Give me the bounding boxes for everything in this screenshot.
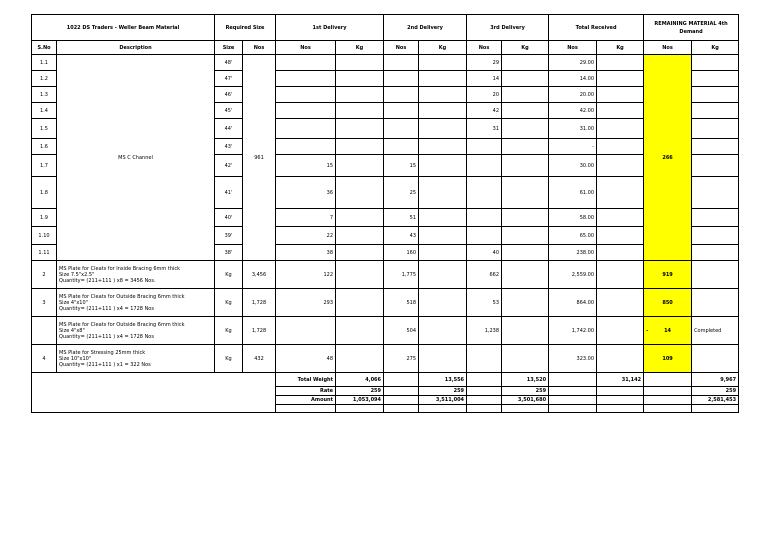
remaining-value: 850 — [662, 299, 673, 306]
required-qty-cell: 1,728 — [243, 317, 276, 345]
first-delivery-header: 1st Delivery — [276, 15, 384, 41]
total-nos-cell: 58.00 — [549, 209, 597, 227]
d3-kg-cell — [502, 55, 549, 71]
d2-kg-cell — [419, 71, 467, 87]
d1-nos-cell: 7 — [276, 209, 336, 227]
d3-kg-cell — [502, 119, 549, 139]
sno-header: S.No — [32, 41, 57, 55]
total-extra-cell — [597, 345, 644, 373]
required-qty-cell: 1,728 — [243, 289, 276, 317]
unit-cell: Kg — [215, 345, 243, 373]
d3-weight: 13,520 — [502, 373, 549, 387]
material-sheet — [31, 14, 739, 413]
description-line: Quantity= (211+111 ) x8 = 3456 Nos. — [59, 277, 156, 284]
d1-kg-cell — [336, 155, 384, 177]
total-kg-cell — [597, 119, 644, 139]
total-nos-cell: 42.00 — [549, 103, 597, 119]
remaining-kg-cell — [692, 119, 739, 139]
d1-nos-cell — [276, 71, 336, 87]
d3-extra-cell — [502, 345, 549, 373]
d2-nos-cell — [384, 103, 419, 119]
totals-row — [32, 396, 739, 405]
d2-nos-cell: 15 — [384, 155, 419, 177]
unit-cell: Kg — [215, 317, 243, 345]
d2-amount: 3,511,004 — [419, 396, 467, 405]
d1-kg-cell — [336, 55, 384, 71]
d3-spacer — [467, 396, 502, 405]
d3-rate: 259 — [502, 387, 549, 396]
d2-kg-cell — [419, 245, 467, 261]
d3-nos-cell: 20 — [467, 87, 502, 103]
blank-cell — [549, 405, 597, 413]
sno-cell: 1.10 — [32, 227, 57, 245]
total-kg-cell — [597, 55, 644, 71]
d2-kg-cell — [419, 155, 467, 177]
d2-extra-cell — [419, 317, 467, 345]
total-nos-cell: 14.00 — [549, 71, 597, 87]
d3-kg-cell: 662 — [467, 261, 502, 289]
total-spacer — [549, 373, 597, 387]
total-rate — [597, 387, 644, 396]
sno-cell: 1.2 — [32, 71, 57, 87]
total-weight: 31,142 — [597, 373, 644, 387]
d1-kg-cell — [336, 245, 384, 261]
remaining-spacer — [644, 373, 692, 387]
remaining-kg-cell — [692, 245, 739, 261]
total-extra-cell — [597, 289, 644, 317]
d1-kg-cell — [336, 139, 384, 155]
table-row — [32, 261, 739, 289]
sno-cell: 2 — [32, 261, 57, 289]
d3-amount: 3,501,680 — [502, 396, 549, 405]
description-line: MS Plate for Stressing 25mm thick — [59, 349, 146, 356]
total-kg-cell — [597, 103, 644, 119]
d1-kg-cell — [336, 71, 384, 87]
blank-cell — [597, 405, 644, 413]
header-row-1 — [32, 15, 739, 41]
d2-extra-cell — [419, 261, 467, 289]
description-line: Size 10"x10" — [59, 355, 92, 362]
d3-extra-cell — [502, 317, 549, 345]
size-cell: 39' — [215, 227, 243, 245]
blank-cell — [419, 405, 467, 413]
remaining-spacer — [644, 396, 692, 405]
blank-cell — [384, 405, 419, 413]
size-cell: 43' — [215, 139, 243, 155]
remaining-kg-cell — [692, 177, 739, 209]
d2-weight: 13,556 — [419, 373, 467, 387]
total-nos-cell: - — [549, 139, 597, 155]
nos-header: Nos — [243, 41, 276, 55]
sno-cell — [32, 317, 57, 345]
note-cell — [692, 289, 739, 317]
required-qty-cell: 3,456 — [243, 261, 276, 289]
description-cell — [57, 345, 215, 373]
d2-nos-cell — [384, 119, 419, 139]
remaining-weight: 9,967 — [692, 373, 739, 387]
d3-kg-cell — [502, 209, 549, 227]
remaining-value: 14 — [664, 327, 672, 334]
d1-nos-cell: 36 — [276, 177, 336, 209]
d2-nos-header: Nos — [384, 41, 419, 55]
d3-kg-cell — [502, 155, 549, 177]
d3-spacer — [467, 373, 502, 387]
description-line: Quantity= (211+111 ) x4 = 1728 Nos — [59, 333, 154, 340]
d3-kg-cell — [502, 139, 549, 155]
description-line: MS Plate for Cleats for Outside Bracing 6mm thick — [59, 293, 185, 300]
total-extra-cell — [597, 261, 644, 289]
d3-nos-header: Nos — [467, 41, 502, 55]
d2-spacer — [384, 387, 419, 396]
d1-kg-cell — [336, 103, 384, 119]
amount-label: Amount — [276, 396, 336, 405]
d1-kg-cell — [276, 317, 336, 345]
required-size-header: Required Size — [215, 15, 276, 41]
d1-nos-cell: 15 — [276, 155, 336, 177]
d3-kg-cell — [502, 87, 549, 103]
remaining-kg-cell — [692, 139, 739, 155]
size-cell: 46' — [215, 87, 243, 103]
remaining-kg-cell — [692, 227, 739, 245]
size-cell: 38' — [215, 245, 243, 261]
d1-kg-cell — [336, 87, 384, 103]
total-nos-cell: 65.00 — [549, 227, 597, 245]
sno-cell: 1.5 — [32, 119, 57, 139]
d3-kg-cell: 1,238 — [467, 317, 502, 345]
d1-extra-cell — [336, 261, 384, 289]
total-received-cell: 323.00 — [549, 345, 597, 373]
total-extra-cell — [597, 317, 644, 345]
d2-spacer — [384, 373, 419, 387]
description-cell — [57, 317, 215, 345]
totals-row — [32, 373, 739, 387]
channel-description: MS C Channel — [57, 55, 215, 261]
d1-kg-cell — [336, 177, 384, 209]
note-cell: Completed — [692, 317, 739, 345]
d3-kg-header: Kg — [502, 41, 549, 55]
blank-cell — [644, 405, 692, 413]
sno-cell: 1.6 — [32, 139, 57, 155]
d1-kg-cell: 293 — [276, 289, 336, 317]
d1-extra-cell — [336, 345, 384, 373]
d3-extra-cell — [502, 261, 549, 289]
d1-amount: 1,053,094 — [336, 396, 384, 405]
remaining-cell — [644, 261, 692, 289]
total-kg-cell — [597, 87, 644, 103]
sno-cell: 1.1 — [32, 55, 57, 71]
d2-kg-cell — [419, 139, 467, 155]
table-row — [32, 317, 739, 345]
d2-kg-cell: 504 — [384, 317, 419, 345]
description-cell — [57, 289, 215, 317]
d2-kg-cell — [419, 103, 467, 119]
total-received-cell: 2,559.00 — [549, 261, 597, 289]
description-line: Size 7.5"x2.5" — [59, 271, 95, 278]
d2-nos-cell — [384, 87, 419, 103]
total-nos-header: Nos — [549, 41, 597, 55]
remaining-value: 109 — [662, 355, 673, 362]
total-kg-cell — [597, 245, 644, 261]
d1-extra-cell — [336, 317, 384, 345]
d1-kg-cell — [336, 119, 384, 139]
remaining-kg-cell — [692, 87, 739, 103]
d2-nos-cell: 160 — [384, 245, 419, 261]
header-row-2 — [32, 41, 739, 55]
third-delivery-header: 3rd Delivery — [467, 15, 549, 41]
d3-nos-cell: 14 — [467, 71, 502, 87]
d1-kg-cell: 122 — [276, 261, 336, 289]
totals-spacer — [32, 396, 276, 405]
note-cell — [692, 345, 739, 373]
sno-cell: 3 — [32, 289, 57, 317]
totals-spacer — [32, 405, 276, 413]
description-line: Size 4"x10" — [59, 299, 88, 306]
total-kg-cell — [597, 209, 644, 227]
totals-spacer — [32, 387, 276, 396]
unit-cell: Kg — [215, 261, 243, 289]
d3-spacer — [467, 387, 502, 396]
d2-kg-header: Kg — [419, 41, 467, 55]
d2-kg-cell — [419, 177, 467, 209]
d1-kg-header: Kg — [336, 41, 384, 55]
d3-nos-cell — [467, 209, 502, 227]
d3-kg-cell — [502, 245, 549, 261]
remaining-amount: 2,581,453 — [692, 396, 739, 405]
total-received-cell: 864.00 — [549, 289, 597, 317]
remaining-prefix: - — [646, 327, 649, 334]
total-kg-cell — [597, 71, 644, 87]
d2-extra-cell — [419, 345, 467, 373]
blank-row — [32, 405, 739, 413]
note-cell — [692, 261, 739, 289]
required-nos-cell: 961 — [243, 55, 276, 261]
d3-nos-cell — [467, 155, 502, 177]
d3-nos-cell: 42 — [467, 103, 502, 119]
total-nos-cell: 238.00 — [549, 245, 597, 261]
d1-nos-cell — [276, 55, 336, 71]
sno-cell: 1.7 — [32, 155, 57, 177]
unit-cell: Kg — [215, 289, 243, 317]
d3-nos-cell: 31 — [467, 119, 502, 139]
blank-cell — [692, 405, 739, 413]
d1-rate: 259 — [336, 387, 384, 396]
remaining-kg-header: Kg — [692, 41, 739, 55]
d3-nos-cell — [467, 177, 502, 209]
d1-kg-cell: 48 — [276, 345, 336, 373]
total-nos-cell: 31.00 — [549, 119, 597, 139]
description-line: MS Plate for Cleats for Inside Bracing 6mm thick — [59, 265, 181, 272]
total-nos-cell: 61.00 — [549, 177, 597, 209]
d2-spacer — [384, 396, 419, 405]
remaining-cell — [644, 317, 692, 345]
remaining-kg-cell — [692, 155, 739, 177]
description-line: Size 4"x8" — [59, 327, 85, 334]
d1-kg-cell — [336, 209, 384, 227]
sno-cell: 1.9 — [32, 209, 57, 227]
d2-kg-cell — [419, 119, 467, 139]
d1-nos-cell — [276, 119, 336, 139]
totals-spacer — [32, 373, 276, 387]
d3-nos-cell — [467, 139, 502, 155]
d2-nos-cell — [384, 55, 419, 71]
total-amount — [597, 396, 644, 405]
size-cell: 41' — [215, 177, 243, 209]
sno-cell: 1.8 — [32, 177, 57, 209]
total-kg-cell — [597, 227, 644, 245]
d3-nos-cell — [467, 227, 502, 245]
d3-kg-cell: 53 — [467, 289, 502, 317]
sno-cell: 1.4 — [32, 103, 57, 119]
remaining-cell — [644, 345, 692, 373]
description-line: Quantity= (211+111 ) x4 = 1728 Nos — [59, 305, 154, 312]
size-cell: 45' — [215, 103, 243, 119]
sno-cell: 4 — [32, 345, 57, 373]
d3-nos-cell: 40 — [467, 245, 502, 261]
total-nos-cell: 29.00 — [549, 55, 597, 71]
d2-nos-cell — [384, 139, 419, 155]
d3-kg-cell — [502, 227, 549, 245]
d1-kg-cell — [336, 227, 384, 245]
size-cell: 47' — [215, 71, 243, 87]
channel-remaining-cell: 266 — [644, 55, 692, 261]
d1-extra-cell — [336, 289, 384, 317]
d2-nos-cell — [384, 71, 419, 87]
table-row — [32, 55, 739, 71]
description-line: Quantity= (211+111 ) x1 = 322 Nos — [59, 361, 151, 368]
size-cell: 44' — [215, 119, 243, 139]
d2-nos-cell: 25 — [384, 177, 419, 209]
total-spacer — [549, 396, 597, 405]
d3-nos-cell: 29 — [467, 55, 502, 71]
d1-nos-cell — [276, 87, 336, 103]
total-kg-cell — [597, 139, 644, 155]
total-kg-header: Kg — [597, 41, 644, 55]
size-cell: 42' — [215, 155, 243, 177]
remaining-spacer — [644, 387, 692, 396]
d2-kg-cell — [419, 209, 467, 227]
size-header: Size — [215, 41, 243, 55]
remaining-kg-cell — [692, 55, 739, 71]
remaining-rate: 259 — [692, 387, 739, 396]
remaining-cell — [644, 289, 692, 317]
d2-kg-cell: 1,775 — [384, 261, 419, 289]
required-qty-cell: 432 — [243, 345, 276, 373]
remaining-kg-cell — [692, 71, 739, 87]
total-spacer — [549, 387, 597, 396]
d3-kg-cell — [502, 71, 549, 87]
description-header: Description — [57, 41, 215, 55]
blank-cell — [276, 405, 336, 413]
description-line: MS Plate for Cleats for Outside Bracing 6mm thick — [59, 321, 185, 328]
table-row — [32, 345, 739, 373]
blank-cell — [467, 405, 502, 413]
d3-kg-cell — [502, 177, 549, 209]
second-delivery-header: 2nd Delivery — [384, 15, 467, 41]
d2-nos-cell: 51 — [384, 209, 419, 227]
total-received-cell: 1,742.00 — [549, 317, 597, 345]
total-kg-cell — [597, 177, 644, 209]
d2-kg-cell — [419, 227, 467, 245]
remaining-nos-header: Nos — [644, 41, 692, 55]
total-received-header: Total Received — [549, 15, 644, 41]
d1-nos-cell: 38 — [276, 245, 336, 261]
remaining-kg-cell — [692, 209, 739, 227]
description-cell — [57, 261, 215, 289]
d2-nos-cell: 43 — [384, 227, 419, 245]
size-cell: 40' — [215, 209, 243, 227]
size-cell: 48' — [215, 55, 243, 71]
total-kg-cell — [597, 155, 644, 177]
d3-kg-cell — [502, 103, 549, 119]
d1-nos-cell: 22 — [276, 227, 336, 245]
d2-rate: 259 — [419, 387, 467, 396]
totals-row — [32, 387, 739, 396]
sheet-title: 1022 DS Traders - Weller Beam Material — [32, 15, 215, 41]
remaining-kg-cell — [692, 103, 739, 119]
d3-extra-cell — [502, 289, 549, 317]
rate-label: Rate — [276, 387, 336, 396]
weight-label: Total Weight — [276, 373, 336, 387]
blank-cell — [336, 405, 384, 413]
d1-nos-header: Nos — [276, 41, 336, 55]
d2-kg-cell — [419, 87, 467, 103]
blank-cell — [502, 405, 549, 413]
d2-kg-cell — [419, 55, 467, 71]
d2-kg-cell: 275 — [384, 345, 419, 373]
d2-kg-cell: 518 — [384, 289, 419, 317]
total-nos-cell: 30.00 — [549, 155, 597, 177]
remaining-material-header: REMAINING MATERIAL 4th Demand — [644, 15, 739, 41]
d3-kg-cell — [467, 345, 502, 373]
d1-nos-cell — [276, 139, 336, 155]
d2-extra-cell — [419, 289, 467, 317]
total-nos-cell: 20.00 — [549, 87, 597, 103]
sno-cell: 1.11 — [32, 245, 57, 261]
remaining-value: 919 — [662, 271, 673, 278]
d1-nos-cell — [276, 103, 336, 119]
d1-weight: 4,066 — [336, 373, 384, 387]
table-row — [32, 289, 739, 317]
sno-cell: 1.3 — [32, 87, 57, 103]
